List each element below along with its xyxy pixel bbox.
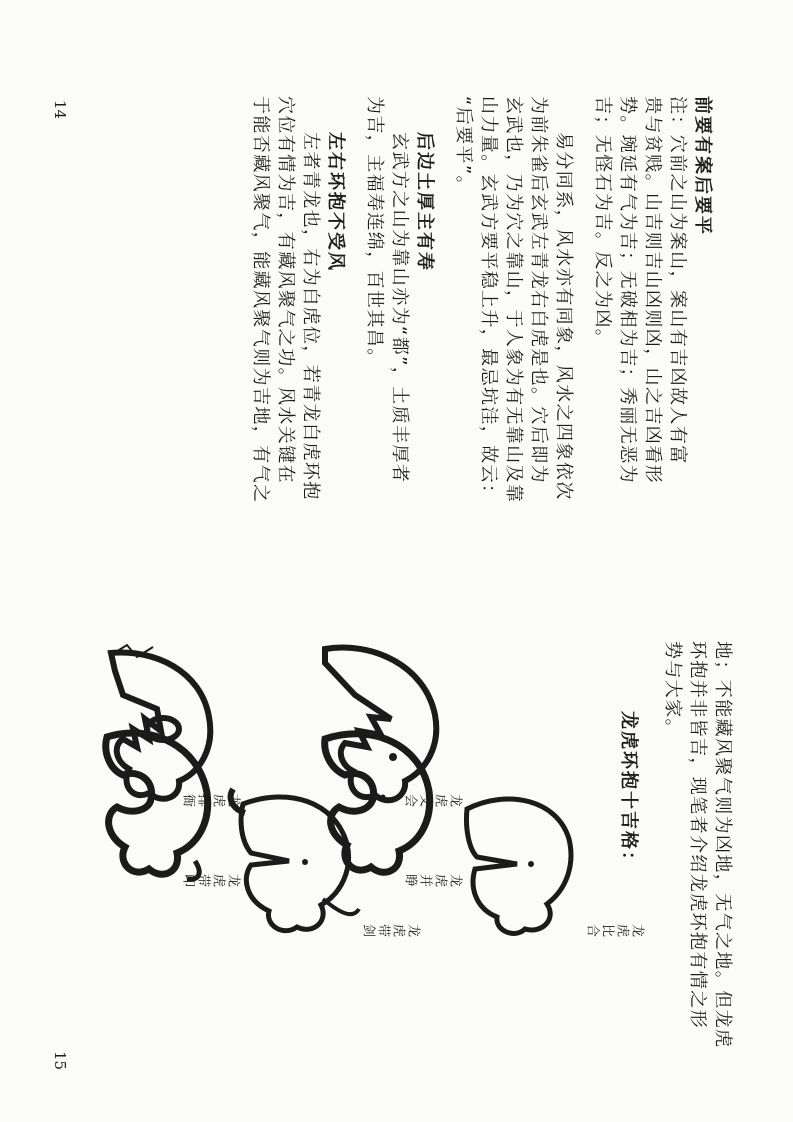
right-page — [0, 561, 793, 1122]
figure-long-hu-jiao-hui — [311, 635, 451, 811]
caption-6: 龙虎排衙 — [181, 791, 241, 806]
heading-front-case: 前要有案后要平 — [692, 96, 713, 236]
caption-5: 龙虎交会 — [403, 791, 463, 806]
heading-left-right: 左右环抱不受风 — [325, 132, 346, 272]
para-1-line-1: 注：穴前之山为案山，案山有吉凶故人有富 — [667, 96, 688, 465]
caption-3: 龙虎并睁 — [403, 871, 463, 886]
caption-4: 龙虎带印 — [181, 871, 241, 886]
para-2-line-1: 易分同系，风水亦有同象，风水之四象依次 — [553, 132, 574, 501]
dragon-tiger-diagram-icon — [87, 635, 227, 811]
para-1-line-4: 吉；无怪石为吉。反之为凶。 — [592, 96, 613, 349]
para-cont-line-3: 势与大家。 — [662, 641, 683, 738]
dragon-tiger-diagram-icon — [311, 635, 451, 811]
para-2-line-4: 山力量。玄武方要平稳上升，最忌坑洼，故云： — [478, 96, 499, 504]
para-1-line-2: 贵与贫贱。山吉则吉山凶则凶，山之吉凶看形 — [642, 96, 663, 484]
para-2-line-3: 玄武也，乃为穴之靠山，于人象为有无靠山及靠 — [503, 96, 524, 504]
caption-2: 龙虎带剑 — [361, 921, 421, 936]
para-cont-line-1: 地；不能藏风聚气则为凶地，无气之地。但龙虎 — [712, 641, 733, 1049]
caption-1: 龙虎比合 — [585, 921, 645, 936]
para-cont-line-2: 环抱并非皆吉，现笔者介绍龙虎环抱有情之形 — [687, 641, 708, 1029]
para-3-line-2: 为吉，主福寿连绵，百世其昌。 — [364, 96, 385, 368]
figure-title: 龙虎环抱十吉格： — [618, 711, 639, 871]
page-number-left: 14 — [51, 100, 69, 120]
right-text-block — [660, 641, 735, 1101]
para-3-line-1: 玄武方之山为靠山亦为“都”，土质丰厚者 — [389, 132, 410, 484]
dragon-tiger-diagram-icon — [447, 769, 587, 945]
figure-long-hu-pai-ya — [87, 635, 227, 811]
para-2-line-5: “后要平”。 — [453, 96, 474, 196]
para-4-line-1: 左者青龙也，右为白虎位，若青龙白虎环抱 — [300, 132, 321, 501]
para-4-line-2: 穴位有情为吉，有藏风聚气之功。风水关键在 — [275, 96, 296, 484]
page-number-right: 15 — [51, 1051, 69, 1071]
para-1-line-3: 势。琬延有气为吉；无破相为吉；秀丽无恶为 — [617, 96, 638, 484]
para-2-line-2: 为前朱雀后玄武左青龙右白虎是也。穴后即为 — [528, 96, 549, 484]
heading-back-earth: 后边土厚主有寿 — [414, 132, 435, 272]
para-4-line-3: 于能否藏风聚气，能藏风聚气则为吉地，有气之 — [250, 96, 271, 504]
